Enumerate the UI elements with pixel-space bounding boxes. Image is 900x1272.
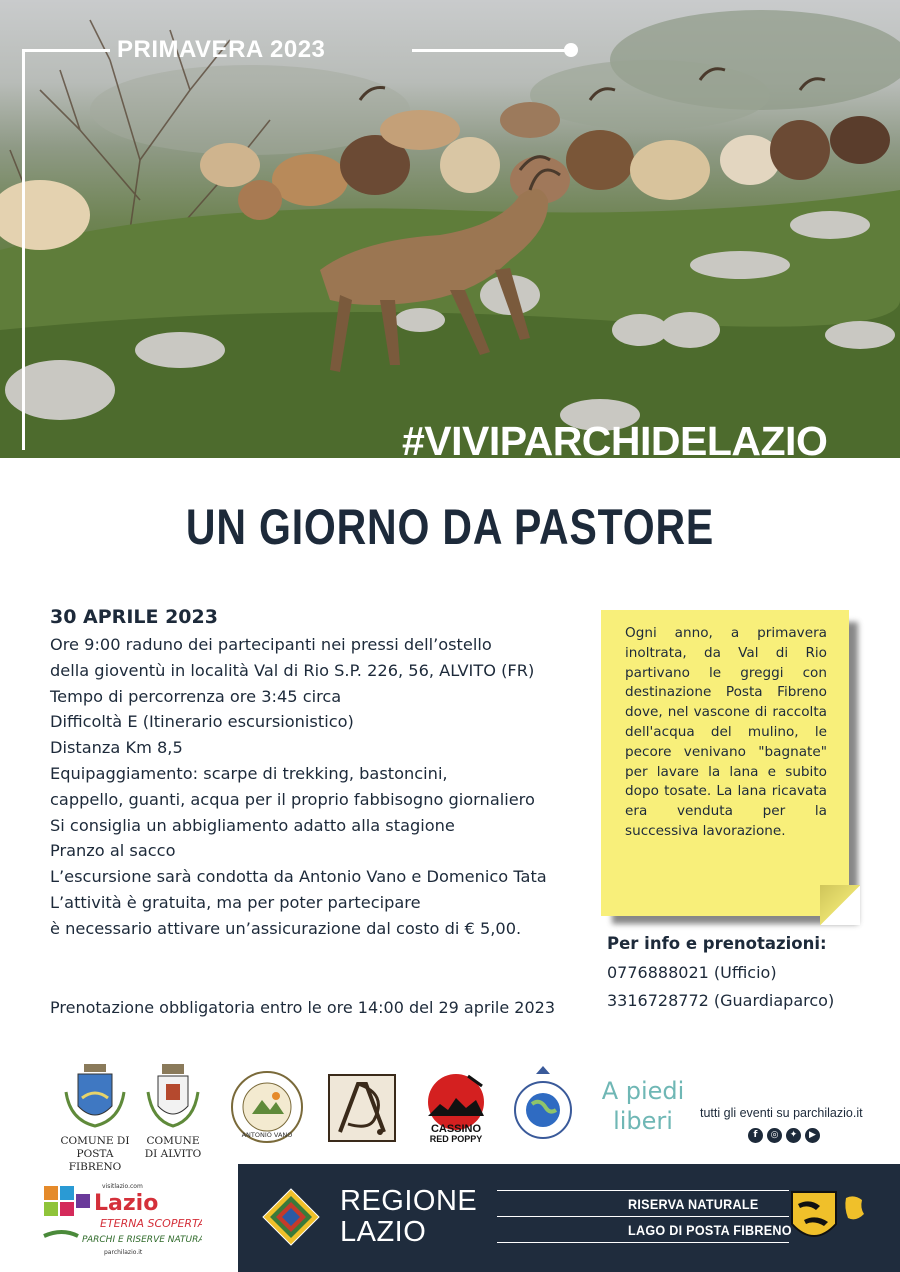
frame-line-left bbox=[22, 50, 25, 450]
parchilazio-events-link[interactable]: tutti gli eventi su parchilazio.it bbox=[700, 1106, 863, 1120]
regione-lazio-wordmark bbox=[340, 1186, 477, 1248]
riserva-line1: RISERVA NATURALE bbox=[628, 1196, 759, 1212]
red-poppy-text: RED POPPY bbox=[429, 1134, 483, 1144]
globe-seal-icon bbox=[512, 1064, 574, 1148]
red-poppy-icon bbox=[420, 1072, 492, 1144]
detail-line: Pranzo al sacco bbox=[50, 841, 176, 861]
info-title: Per info e prenotazioni: bbox=[607, 934, 827, 953]
parchi-riserve-text: PARCHI E RISERVE NATURALI bbox=[82, 1235, 202, 1245]
posta-fibreno-logo bbox=[52, 1062, 138, 1174]
lion-crest-icon bbox=[842, 1194, 866, 1224]
visitlazio-text: visitlazio.com bbox=[102, 1183, 143, 1190]
lazio-brand-icon bbox=[42, 1180, 202, 1262]
societa-geografica-logo bbox=[512, 1064, 574, 1148]
parchilazio-url-text: parchilazio.it bbox=[104, 1249, 143, 1256]
note-text: Ogni anno, a primavera inoltrata, da Val di Rio partivano le greggi con destinazione Posta Fibreno dove, nel vascone di raccolta dell'acqua del mulino, le pecore venivano "bagnate" per lavare la lana e subito dopo tosate. La lana ricavata era venduta per la successiva lavorazione. bbox=[625, 625, 827, 839]
detail-line: Equipaggiamento: scarpe di trekking, bastoncini, bbox=[50, 763, 448, 783]
hashtag: #VIVIPARCHIDELAZIO bbox=[402, 418, 828, 458]
ad-monogram-logo bbox=[328, 1074, 396, 1142]
facebook-icon[interactable]: f bbox=[748, 1128, 763, 1143]
note-page-curl bbox=[820, 885, 860, 925]
twitter-icon[interactable]: ✦ bbox=[786, 1128, 801, 1143]
riserva-shield-icon bbox=[790, 1190, 838, 1246]
alvito-logo bbox=[140, 1062, 206, 1161]
antonio-vano-badge-icon bbox=[230, 1070, 304, 1144]
cassino-red-poppy-logo bbox=[420, 1072, 492, 1144]
detail-line: Distanza Km 8,5 bbox=[50, 738, 183, 758]
eterna-scoperta-text: ETERNA SCOPERTA bbox=[100, 1217, 202, 1230]
goats-meadow-illustration bbox=[0, 0, 900, 458]
ad-monogram-icon bbox=[328, 1074, 396, 1142]
phone-office[interactable]: 0776888021 (Ufficio) bbox=[607, 963, 777, 982]
phone-ranger[interactable]: 3316728772 (Guardiaparco) bbox=[607, 991, 835, 1010]
detail-line: è necessario attivare un’assicurazione dal costo di € 5,00. bbox=[50, 918, 522, 938]
piedi-line2: liberi bbox=[613, 1107, 673, 1135]
youtube-icon[interactable]: ▶ bbox=[805, 1128, 820, 1143]
alvito-label: COMUNE DI ALVITO bbox=[144, 1135, 202, 1160]
contact-info bbox=[607, 934, 834, 1015]
cassino-text: CASSINO bbox=[430, 1123, 482, 1135]
piedi-line1: A piedi bbox=[601, 1077, 685, 1105]
frame-line-top-right bbox=[412, 49, 570, 52]
event-details bbox=[50, 606, 590, 942]
page-title: UN GIORNO DA PASTORE bbox=[185, 499, 715, 555]
a-piedi-liberi-logo bbox=[588, 1076, 698, 1136]
posta-fibreno-crest-icon bbox=[52, 1062, 138, 1130]
riserva-rule-middle bbox=[497, 1216, 789, 1217]
frame-line-top-left bbox=[22, 49, 110, 52]
alvito-crest-icon bbox=[140, 1062, 206, 1130]
lazio-eterna-scoperta-logo bbox=[42, 1180, 202, 1262]
detail-line: Tempo di percorrenza ore 3:45 circa bbox=[50, 686, 342, 706]
regione-lazio-emblem-icon bbox=[262, 1188, 320, 1246]
riserva-line2: LAGO DI POSTA FIBRENO bbox=[628, 1222, 792, 1238]
posta-fibreno-label: COMUNE DI POSTA FIBRENO bbox=[60, 1135, 130, 1173]
detail-line: Difficoltà E (Itinerario escursionistico) bbox=[50, 712, 354, 732]
riserva-rule-bottom bbox=[497, 1242, 789, 1243]
detail-line: Si consiglia un abbigliamento adatto alla stagione bbox=[50, 815, 455, 835]
detail-line: L’escursione sarà condotta da Antonio Vano e Domenico Tata bbox=[50, 867, 547, 887]
booking-deadline: Prenotazione obbligatoria entro le ore 14:00 del 29 aprile 2023 bbox=[50, 998, 556, 1017]
hero-photo bbox=[0, 0, 900, 458]
riserva-rule-top bbox=[497, 1190, 789, 1191]
social-icons bbox=[748, 1128, 820, 1143]
lazio-word: Lazio bbox=[94, 1191, 159, 1216]
detail-line: Ore 9:00 raduno dei partecipanti nei pressi dell’ostello bbox=[50, 635, 492, 654]
history-note bbox=[601, 610, 849, 916]
detail-line: della gioventù in località Val di Rio S.P. 226, 56, ALVITO (FR) bbox=[50, 660, 535, 680]
antonio-vano-logo bbox=[230, 1070, 304, 1144]
season-label: PRIMAVERA 2023 bbox=[117, 36, 326, 63]
instagram-icon[interactable]: ◎ bbox=[767, 1128, 782, 1143]
detail-line: cappello, guanti, acqua per il proprio fabbisogno giornaliero bbox=[50, 789, 535, 809]
frame-dot bbox=[564, 43, 578, 57]
detail-line: L’attività è gratuita, ma per poter partecipare bbox=[50, 892, 421, 912]
regione-line2: LAZIO bbox=[340, 1216, 427, 1248]
event-date: 30 APRILE 2023 bbox=[50, 606, 218, 628]
regione-line1: REGIONE bbox=[340, 1185, 478, 1217]
antonio-vano-text: ANTONIO VANO bbox=[241, 1131, 293, 1139]
